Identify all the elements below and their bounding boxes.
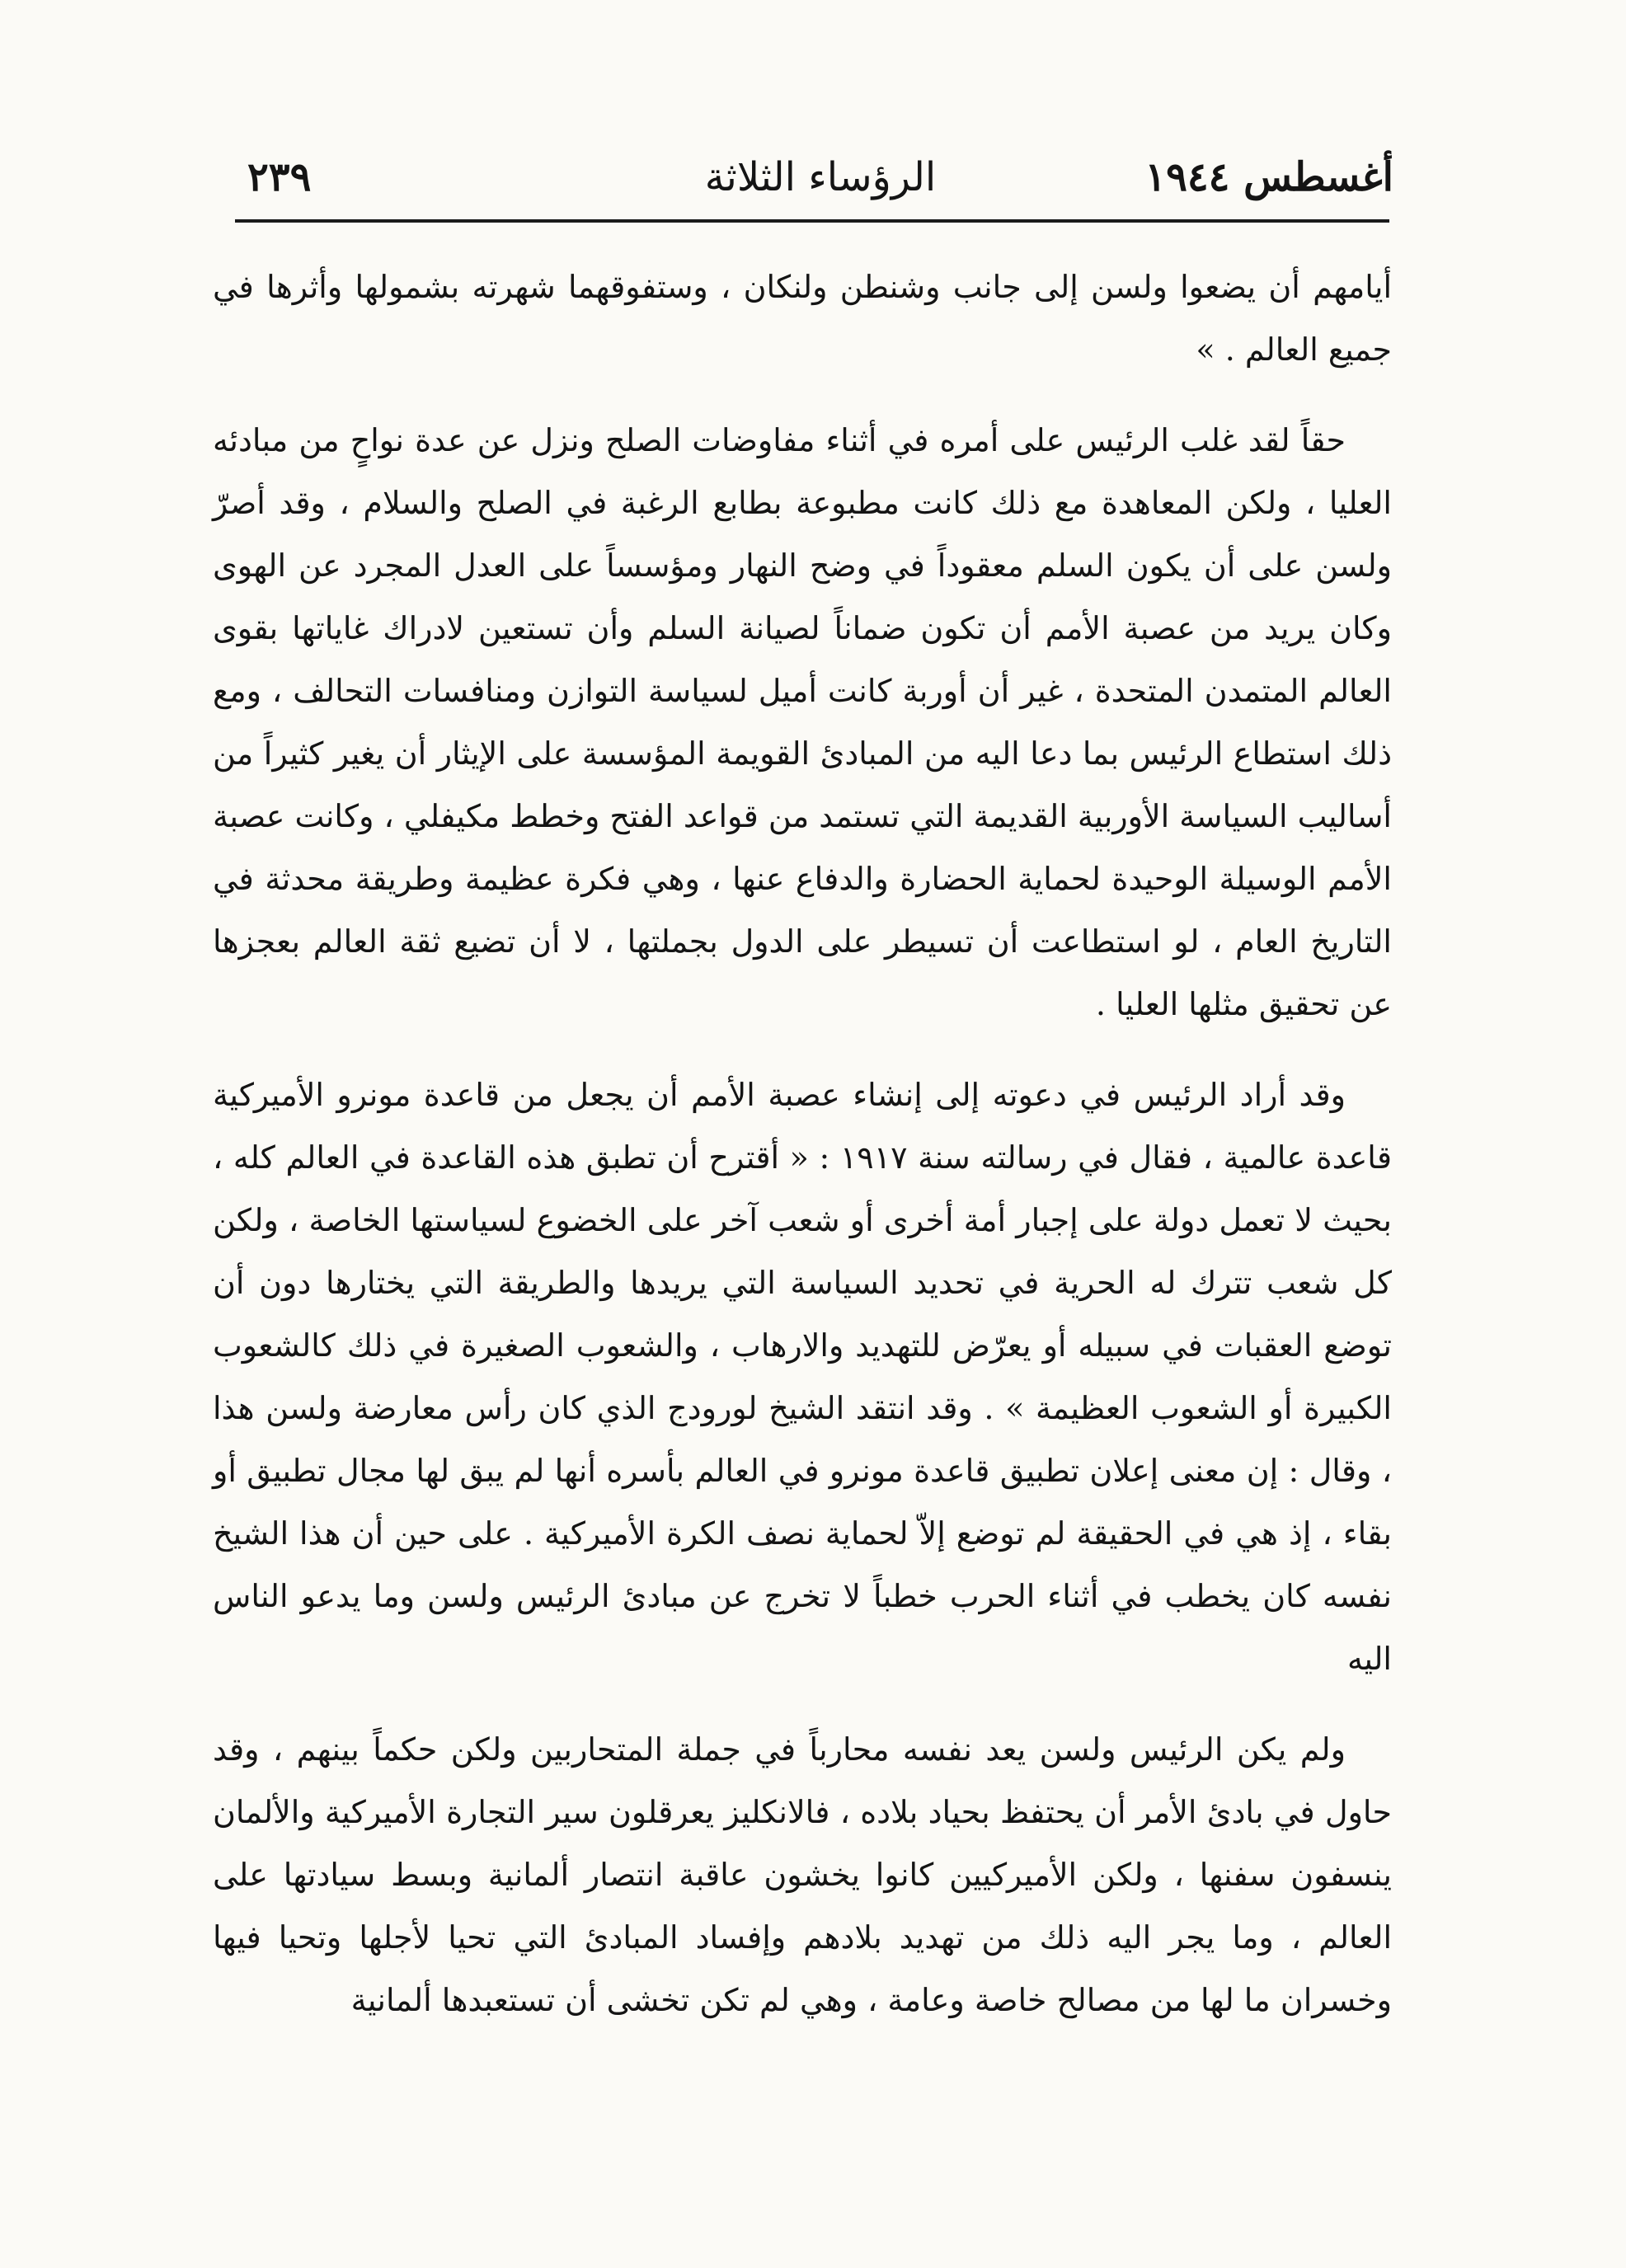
body-text (213, 256, 1392, 2059)
header-date: أغسطس ١٩٤٤ (1144, 154, 1393, 200)
paragraph-1: أيامهم أن يضعوا ولسن إلى جانب وشنطن ولنكان ، وستفوقهما شهرته بشمولها وأثرها في جميع العالم . » (213, 269, 1392, 368)
paragraph-4: ولم يكن الرئيس ولسن يعد نفسه محارباً في جملة المتحاربين ولكن حكماً بينهم ، وقد حاول في بادئ الأمر أن يحتفظ بحياد بلاده ، فالانكليز يعرقلون سير التجارة الأميركية والألمان ينسفون سفنها ، ولكن الأميركيين كانوا يخشون عاقبة انتصار ألمانية وبسط سيادتها على العالم ، وما يجر اليه ذلك من تهديد بلادهم وإفساد المبادئ التي تحيا لأجلها وتحيا فيها وخسران ما لها من مصالح خاصة وعامة ، وهي لم تكن تخشى أن تستعبدها ألمانية (213, 1731, 1392, 2018)
paragraph-2: حقاً لقد غلب الرئيس على أمره في أثناء مفاوضات الصلح ونزل عن عدة نواحٍ من مبادئه العليا ، ولكن المعاهدة مع ذلك كانت مطبوعة بطابع الرغبة في الصلح والسلام ، وقد أصرّ ولسن على أن يكون السلم معقوداً في وضح النهار ومؤسساً على العدل المجرد عن الهوى وكان يريد من عصبة الأمم أن تكون ضماناً لصيانة السلم وأن تستعين لادراك غاياتها بقوى العالم المتمدن المتحدة ، غير أن أوربة كانت أميل لسياسة التوازن ومنافسات التحالف ، ومع ذلك استطاع الرئيس بما دعا اليه من المبادئ القويمة المؤسسة على الإيثار أن يغير كثيراً من أساليب السياسة الأوربية القديمة التي تستمد من قواعد الفتح وخطط مكيفلي ، وكانت عصبة الأمم الوسيلة الوحيدة لحماية الحضارة والدفاع عنها ، وهي فكرة عظيمة وطريقة محدثة في التاريخ العام ، لو استطاعت أن تسيطر على الدول بجملتها ، لا أن تضيع ثقة العالم بعجزها عن تحقيق مثلها العليا . (213, 422, 1392, 1022)
paragraph-3: وقد أراد الرئيس في دعوته إلى إنشاء عصبة الأمم أن يجعل من قاعدة مونرو الأميركية قاعدة عالمية ، فقال في رسالته سنة ١٩١٧ : « أقترح أن تطبق هذه القاعدة في العالم كله ، بحيث لا تعمل دولة على إجبار أمة أخرى أو شعب آخر على الخضوع لسياستها الخاصة ، ولكن كل شعب تترك له الحرية في تحديد السياسة التي يريدها والطريقة التي يختارها دون أن توضع العقبات في سبيله أو يعرّض للتهديد والارهاب ، والشعوب الصغيرة في ذلك كالشعوب الكبيرة أو الشعوب العظيمة » . وقد انتقد الشيخ لورودج الذي كان رأس معارضة ولسن هذا ، وقال : إن معنى إعلان تطبيق قاعدة مونرو في العالم بأسره أنها لم يبق لها مجال تطبيق أو بقاء ، إذ هي في الحقيقة لم توضع إلاّ لحماية نصف الكرة الأميركية . على حين أن هذا الشيخ نفسه كان يخطب في أثناء الحرب خطباً لا تخرج عن مبادئ الرئيس ولسن وما يدعو الناس اليه (213, 1077, 1393, 1677)
running-header (247, 144, 1393, 210)
header-rule (235, 219, 1389, 223)
page-number: ٢٣٩ (247, 154, 312, 200)
header-title: الرؤساء الثلاثة (704, 154, 937, 200)
